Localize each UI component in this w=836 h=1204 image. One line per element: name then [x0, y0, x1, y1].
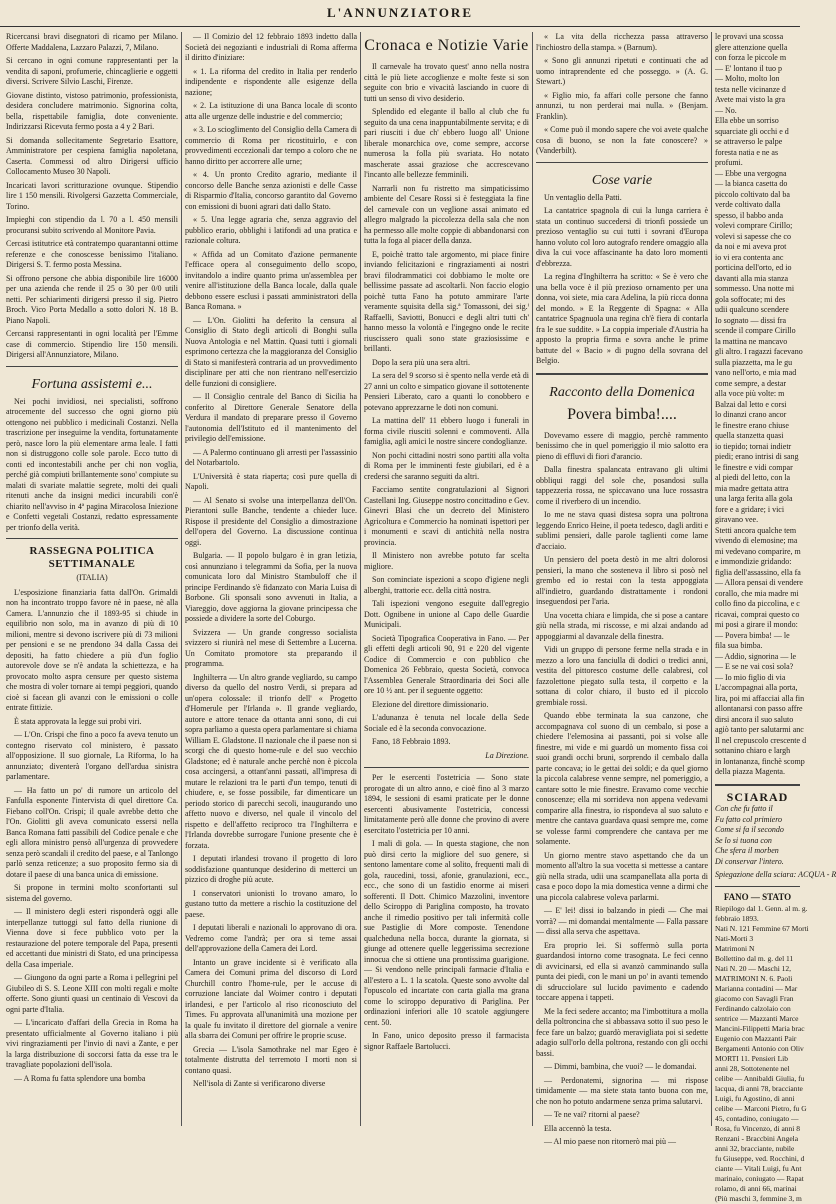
text-line: fila sua bimba.: [715, 641, 763, 650]
text-line: scende il compare Cirillo: [715, 326, 796, 335]
cronaca-paragraph: Splendido ed elegante il ballo al club che fu seguito da una cena inappuntabilmente servita; e di pari riusciti i due ch' ebbero luogo all' Unione liberale monarchica ove, come sempre, accorse numerosa la folla più svariata. Ho notato mascherate assai graziose che accrescevano l'incanto alle bellezze femminili.: [364, 107, 529, 179]
text-line: — Addio, signorina — le: [715, 651, 797, 661]
text-line: glere attenzione quella: [715, 42, 788, 52]
text-line: da noi e mi aveva prot: [715, 242, 787, 251]
text-line: Balzai dal letto e corsi: [715, 399, 787, 409]
story-paragraph: Dovevamo essere di maggio, perchè rammento benissimo che in quel pomeriggio il mio salotto era pieno di effluvi di fiori d'arancio.: [536, 430, 708, 461]
text-line: al piedi del letto, con la: [715, 473, 791, 482]
text-line: Stetti ancora qualche tem: [715, 525, 797, 535]
cronaca-paragraph: Dopo la sera più una sera altri.: [372, 357, 470, 367]
stato-civile-line: sentrice — Mazzanti Marce: [715, 1014, 799, 1023]
cronaca-paragraph: Facciamo sentite congratulazioni al Signori Castellani Ing. Giuseppe nostro concittadino e Gev. Ginevri Blasi che un decreto del Ministero Agricoltura e Commercio ha nominati ispettori per i monumenti e scavi di antichità nella nostra provincia.: [364, 485, 529, 547]
text-line: sulla piazzetta, ma le gu: [715, 357, 793, 367]
sciarada-line: Che sfera il morben: [715, 846, 779, 855]
direction-signature: La Direzione.: [485, 750, 529, 760]
sciarada-heading: SCIARAD: [726, 789, 789, 804]
stato-civile-line: Riepilogo dal 1. Genn. al m. g.: [715, 904, 808, 913]
rassegna-heading: RASSEGNA POLITICA SETTIMANALE: [29, 545, 155, 570]
stato-civile-line: anni 28, Sottotenente nel: [715, 1064, 790, 1073]
stato-civile-line: Bollettino dal m. g. del 11: [715, 954, 794, 963]
text-line: foresta natia e ne as: [715, 147, 779, 157]
sciarada-line: Con che fu fatto il: [715, 804, 773, 813]
classified-ad: Si cercano in ogni comune rappresentanti per la vendita di saponi, profumerie, chincaglierie e oggetti diversi. Scrivere Silvio Laschi, Firenze.: [6, 56, 178, 86]
text-line: con forza le piccole m: [715, 53, 787, 62]
column-rule: [360, 32, 361, 1126]
rassegna-paragraph: Si propone in termini molto sconfortanti sul sistema del governo.: [6, 883, 178, 903]
text-line: della piazza Magenta.: [715, 767, 785, 776]
cronaca-paragraph: Tali ispezioni vengono eseguite dall'egregio Dott. Ognibene in unione al Capo delle Guardie Municipali.: [364, 599, 529, 629]
text-line: verde coltivato dalla: [715, 200, 781, 209]
column-4: [536, 32, 708, 1146]
column-rule: [181, 32, 182, 1126]
column-3: [364, 32, 529, 1126]
article-paragraph: — L'On. Giolitti ha deferito la censura al Consiglio di Stato degli articoli di Bonghi sulla Nuova Antologia e nel Mattin. Quasi tutti i giornali esprimono certezza che la maggioranza del Consiglio di Stato si manifesterà contraria ad un provvedimento disciplinare per atti che non rientrano nell'esercizio delle funzioni di consigliere.: [185, 315, 357, 388]
article-paragraph: « 2. La istituzione di una Banca locale di sconto atta alle urgenze delle industrie e del commercio;: [185, 101, 357, 121]
stato-civile-list: [715, 904, 809, 1204]
section-divider: [364, 767, 529, 768]
story-paragraph: — Al mio paese non ritornerò mai più —: [544, 1137, 676, 1146]
sciarada-line: Di conservar l'intero.: [715, 856, 784, 866]
text-line: giravano vee.: [715, 515, 759, 524]
text-line: dirsi ancora il suo saluto: [715, 714, 794, 724]
text-line: lo dinanzi crano ancor: [715, 410, 787, 419]
column-5: [715, 32, 836, 1203]
rassegna-paragraph: — Il ministero degli esteri risponderà oggi alle interpellanze tuttoggi sul fatto della riunione di Vienna dove si fece pubblico voto per la restaurazione del potere temporale del Papa, presenti ed accettanti due ministri di Stato, ed una principessa della Casa imperiale.: [6, 907, 178, 969]
text-line: io tiepido; tornai indietr: [715, 441, 792, 451]
stato-civile-line: Ferdinando calzolaio con: [715, 1004, 791, 1013]
classified-ad: Giovane distinto, vistoso patrimonio, professionista, desidera concludere matrimonio. Signorina colta, bella, rispettabile famiglia, dote conveniente. Indirizzarsi Ricevuta fermo posta a 4 y 2 Bari.: [6, 90, 178, 131]
text-line: corallo, che mia madre mi: [715, 588, 799, 598]
text-line: mi vedevano comparire, m: [715, 546, 801, 556]
story-paragraph: Me la feci sedere accanto; ma l'imbottitura a molla della poltroncina che si abbassava sotto il suo peso le fece fare un balzo; guardò meravigliata poi si sedette adagio sull'orlo della poltrona, restando con gli occhi bassi.: [536, 1006, 708, 1058]
stato-civile-line: anni 32, bracciante, nubile: [715, 1144, 795, 1153]
text-line: e immondizie gridando:: [715, 557, 792, 566]
text-line: agiò tanto per salutarmi anc: [715, 725, 804, 734]
story-paragraph: Era proprio lei. Si soffermò sulla porta guardandosi intorno come trasognata. Le feci cenno di avvicinarsi, ed ella si avanzò camminando sulla punta dei piedi, con le mani un po' in avanti temendo di sdrucciolare sul lucido pavimento e cadendo toccare appena i tappeti.: [536, 940, 708, 1002]
section-divider: [6, 366, 178, 367]
article-paragraph: I conservatori unionisti lo trovano amaro, lo gustano tutto da mettere a rischio la costituzione del paese.: [185, 888, 357, 919]
story-paragraph: Quando ebbe terminata la sua canzone, che accompagnava col suono di un cembalo, si pose a chiedere l'elemosina ai passanti, poi si volse alle finestre, mi vide e mi guardò un momento fissa coi suoi grandi occhi bruni, sorprendo il cembalo dalla parte concava; io le gettai dei soldi; e da quel giorno la piccola calabrese venne sempre, nel pomeriggio, a cantare sotto le mie finestre. Eravamo come vecchie conoscenze; ella mi sorrideva non appena vedevami comparire alla finestra, io rispondeva al suo saluto e mentre che cantava guardava quasi sempre me, come se volesse farmi comprendere che cantava per me solamente.: [536, 711, 708, 846]
text-line: — No.: [715, 105, 737, 115]
cose-varie-heading: Cose varie: [591, 172, 653, 188]
text-line: gola soffocate; mi des: [715, 294, 786, 304]
text-line: io vi era contenta anc: [715, 252, 784, 262]
column-rule: [532, 32, 533, 1126]
article-paragraph: I deputati liberali e nazionali lo approvano di ora. Vedremo come l'andrà; per ora si teme assai dell'approvazione della Camera dei Lord.: [185, 923, 357, 953]
article-paragraph: — Al Senato si svolse una interpellanza dell'On. Pierantoni sulle Banche, tendente a chieder luce. Rispose il presidente del Consiglio a dimostrazione dell'opera del Governo. La discussione continua oggi.: [185, 495, 357, 547]
text-line: le finestre e vidi compar: [715, 462, 793, 472]
stato-civile-line: celibe — Annibaldi Giulia, fu: [715, 1074, 805, 1083]
cronaca-paragraph: La mattina dell' 11 ebbero luogo i funerali in forma civile riusciti solenni e commoventi. Alla famiglia, agli amici le nostre sincere condoglianze.: [364, 416, 529, 446]
quote: « Sono gli annunzi ripetuti e continuati che ad uomo intraprendente ed che posseggo. » (A. G. Stewart.): [536, 56, 708, 86]
sciarada-line: Come si fa il secondo: [715, 825, 784, 834]
text-line: squarciate gli occhi e d: [715, 126, 789, 136]
cronaca-paragraph: La sera del 9 scorso si è spento nella verde età di 27 anni un colto e simpatico giovane il sottotenente Pensieri Liberato, caro a quanti lo conobbero e potevano apprezzarne le doti non comuni.: [364, 371, 529, 412]
cronaca-paragraph: Elezione del direttore dimissionario.: [372, 699, 489, 709]
article-paragraph: Bulgaria. — Il popolo bulgaro è in gran letizia, così annunziano i telegrammi da Sofia, per la nuova comunicata loro dal Ministro Stambuloff che il principe Ferdinando s'è fidanzato con Maria Luisa di Borbone. Gli sponsali sono avvenuti in Italia, a Viareggio, dove aggiorna la giovane principessa che possiede a dividere la sorte del Coburgo.: [185, 551, 357, 623]
text-line: se attraverso le palpe: [715, 137, 783, 146]
stato-civile-line: fu Giuseppe, ved. Rocchini, d: [715, 1154, 805, 1163]
text-line: — Io mio figlio di via: [715, 672, 786, 682]
story-paragraph: — E' lei! dissi io balzando in piedi — Che mai vorrà? — mi domandai mentalmente — Falla passare — dissi alla serva che aspettava.: [536, 906, 708, 936]
stato-civile-line: Nati-Morti 3: [715, 934, 754, 943]
cronaca-paragraph: L'adunanza è tenuta nel locale della Sede Sociale ed è la seconda convocazione.: [364, 713, 529, 733]
story-paragraph: Vidi un gruppo di persone ferme nella strada e in mezzo a loro una fanciulla di dodici o tredici anni, vestita del pittoresco costume delle calabresi, col fazzolettone piegato sulla testa, il corpetto e la sottana di color chiaro, il busto ed il piccolo grembiale rossi.: [536, 645, 708, 707]
story-paragraph: Ella accennò la testa.: [544, 1123, 612, 1133]
column-rule: [711, 32, 712, 1126]
stato-civile-line: Eugenio con Mazzanti Pair: [715, 1034, 797, 1043]
article-paragraph: « 5. Una legge agraria che, senza aggravio del pubblico erario, obblighi i latifondi ad una pratica e razionale coltura.: [185, 215, 357, 245]
stato-civile-line: celibe — Marconi Pietro, fu G: [715, 1104, 807, 1113]
text-line: — E' lontano il tuo p: [715, 63, 782, 73]
stato-civile-line: febbraio 1893.: [715, 914, 759, 923]
article-paragraph: « 4. Un pronto Credito agrario, mediante il concorso delle Banche senza azionisti e delle Casse di Risparmio d'Italia, concorso garantito dal Governo con emissioni di buoni agrari dati dallo Stato.: [185, 170, 357, 211]
article-paragraph: — Il Comizio del 12 febbraio 1893 indetto dalla Società dei negozianti e industriali di Roma afferma il diritto d'iniziare:: [185, 32, 357, 62]
text-line: la mattina ne mancavo: [715, 336, 788, 346]
classified-ad: Ricercansi bravi disegnatori di ricamo per Milano. Offerte Maddalena, Lazzaro Palazzi, 7, Milano.: [6, 32, 178, 52]
text-line: — E se ne vai così sola?: [715, 662, 794, 671]
rassegna-paragraph: — Giungono da ogni parte a Roma i pellegrini pel Giubileo di S. S. Leone XIII con molti regali e molte offerte. Sono giunti quasi un centinaio di Vescovi da ogni parte d'Italia.: [6, 973, 178, 1014]
stato-civile-line: Renzani - Braccbini Angela: [715, 1134, 799, 1143]
story-paragraph: Un pensiero del poeta destò in me altri dolorosi pensieri, la mano che sosteneva il libro si posò nel grembo ed io restai con la testa appoggiata all'indietro, guardando distrattamente i rondoni inseguendosi per l'aria.: [536, 555, 708, 606]
article-paragraph: « Affida ad un Comitato d'azione permanente l'efficace opera al conseguimento dello scopo, invitandolo a indire quanto prima un'assemblea per venire all'istituzione della Banca locale, dalla quale debbono essere esclusi i passati amministratori della Banca Romana. »: [185, 249, 357, 311]
text-line: ricavai, comprai questo co: [715, 609, 800, 619]
column-2: [185, 32, 357, 1126]
cronaca-paragraph: E, poichè tratto tale argomento, mi piace finire inviando felicitazioni e ringraziamenti ai nostri bravi filodrammatici coi dobbiamo le molte ore bellissime passate ad ascoltarli. Non faccio elogio poichè tutta Fano ha potuto ammirare l'arte veramente squisita della sig.ª Tomassoni, dei sig.ⁱ Raffaelli, Saviotti, Bonucci e degli altri tutti ch' hanno messo la volontà e l'ingegno onde le recite riuscissero quali sono state graziosissime e brillanti.: [364, 249, 529, 353]
stato-civile-line: MATRIMONI N. 6. Paoli: [715, 974, 793, 983]
quote: « Come può il mondo sapere che voi avete qualche cosa di buono, se non la fate conoscere? » (Vanderbilt).: [536, 125, 708, 155]
quote: « La vita della ricchezza passa attraverso l'inchiostro della stampa. » (Barnum).: [536, 32, 708, 52]
fortuna-heading: Fortuna assistemi e...: [31, 376, 153, 392]
stato-civile-line: giacomo con Savagli Fran: [715, 994, 794, 1003]
cronaca-paragraph: Per le esercenti l'ostetricia — Sono state prorogate di un altro anno, e cioè fino al 3 marzo 1894, le sessioni di esami praticate per le donne esercenti abusivamente l'ostetricia, concessi limitatamente però alle donne che provino di avere esercitato l'ostetricia per 10 anni.: [364, 773, 529, 835]
sciarada-solution: Spiegazione della sciara: ACQUA - R: [715, 870, 836, 879]
article-paragraph: « 1. La riforma del credito in Italia per renderlo indipendente e rispondente alle esigenze della nazione;: [185, 66, 357, 97]
text-line: in lontananza, finchè scomp: [715, 756, 805, 766]
text-line: alla voce più volte: m: [715, 389, 785, 398]
article-paragraph: L'Università è stata riaperta; così pure quella di Napoli.: [185, 471, 357, 491]
sciarada-line: Fu fatto col primiero: [715, 814, 783, 824]
text-line: davanti alla mia stanza: [715, 273, 789, 283]
text-line: piccolo coltivato dal ba: [715, 189, 790, 199]
cronaca-paragraph: Il carnevale ha trovato quest' anno nella nostra città le più liete accoglienze e molte feste si son seguite con brio e vivacità lasciando in cuore di tutti un senso di vivo desiderio.: [364, 62, 529, 103]
stato-civile-line: MORTI 11. Pensieri Lib: [715, 1054, 789, 1063]
classified-ad: Si domanda sollecitamente Segretario Esattore, Amministratore per cespiena famiglia napoletana, Caserta. Commessi od altro Dirigersi ufficio Collocamento Museo 30 Napoli.: [6, 135, 178, 176]
article-paragraph: Inghilterra — Un altro grande vegliardo, su campo diverso da quello del nostro Verdi, si prepara ad un'opera colossale: il trionfo dell' « Progetto d'Homerule per l'Irlanda ». Il grande vegliardo, autore e attore tenace da ottanta anni sono, di cui sopra parliamo a questa opera parlamentare si chiama William E. Gladstone. Il nazionale che il paese non si scorgi che di questo home-rule e del suo vecchio Gladstone; ed è naturale anche perchè non è piccola cosa accingersi, a ottant'anni passati, all'impresa di mutare le relazioni tra le parti d'un tempo, tenuti di chiudere, e, se fosse possibile, far dimenticare un periodo storico di parecchi secoli, inaugurando uno affetto nuovo e diverso, nel quale il vincolo del rispetto e dell'affetto reciproco tra l'Inghilterra e l'Irlanda dovrebbe surrogare l'unione presente che è forzata.: [185, 672, 357, 850]
text-line: spesso, il babbo anda: [715, 210, 783, 220]
text-line: fore e a gridare; i vici: [715, 504, 785, 514]
article-paragraph: — Il Consiglio centrale del Banco di Sicilia ha conferito al Direttore Generale Senatore della Verdura il mandato di preparare presso il Governo l'autonomia dell'Istituto ed il mantenimento del privilegio dell'emissione.: [185, 392, 357, 443]
section-divider: [715, 886, 800, 887]
text-line: collo fino da piccolina, e c: [715, 599, 800, 608]
cronaca-paragraph: In Fano, unico deposito presso il farmacista signor Raffaele Bartolucci.: [364, 1031, 529, 1051]
text-line: lira, poi mi affacciai alla fin: [715, 693, 805, 703]
text-line: piedi; erano intrisi di sang: [715, 452, 799, 461]
rassegna-paragraph: L'esposizione finanziaria fatta dall'On. Grimaldi non ha incontrato troppo favore nè in paese, nè alla Camera. L'annunzio che il 1893-95 si chiude in equilibrio non solo, ma in avanzo di più di 10 milioni, mentre si devono iscrivere più di 73 milioni per pensioni e se ne prendono 34 dalla Cassa dei depositi, ha fatto chiedere a più d'un foglio autorevole dove se n'è andata la schiettezza, e ha provocato molto aspra censure per questo sistema che mostra di voler tornare ai tempi peggiori, quando cioè si facean gli avanzi con le emissioni o colle entrate fittizie.: [6, 587, 178, 712]
cronaca-paragraph: Son cominciate ispezioni a scopo d'igiene negli alberghi, trattorie ecc. della città nostra.: [364, 575, 529, 595]
cronaca-paragraph: Fano, 18 Febbraio 1893.: [372, 737, 451, 746]
cose-varie-paragraph: La cantatrice spagnola di cui la lunga carriera è stata un continuo succedersi di trionfi possiede un prezioso ventaglio su cui tutti i sovrani d'Europa hanno voluto col loro autografo rendere omaggio alla diva la cui voce affascinante ha dato loro momenti d'ebbrezza.: [536, 206, 708, 268]
text-line: una larga ferita alla gola: [715, 494, 793, 503]
sciarada-verses: [715, 804, 800, 867]
section-divider: [6, 538, 178, 539]
article-paragraph: Nell'isola di Zante si verificarono diverse: [193, 1079, 326, 1088]
classified-ads: [6, 32, 178, 361]
text-line: mia madre gettata attra: [715, 483, 789, 493]
story-paragraph: Un giorno mentre stavo aspettando che da un momento all'altro la sua vocetta si mettesse a cantare giù nella strada, udii una scampanellata alla porta di casa e poco dopo la mia domestica venne a dirmi che una piccola calabrese voleva parlarmi.: [536, 850, 708, 902]
section-divider: [536, 162, 708, 163]
cronaca-paragraph: Società Tipografica Cooperativa in Fano. — Per gli effetti degli articoli 90, 91 e 220 del vigente Codice di Commercio e con pubblico che Domenica 26 Febbraio, questa Società, convoca l'Assemblea Generale Straordinaria dei Soci alle ore 10 ½ ant. per il seguente oggetto:: [364, 633, 529, 695]
text-line: profumi.: [715, 158, 743, 167]
stato-civile-heading: FANO — STATO: [723, 891, 792, 902]
racconto-heading: Racconto della Domenica: [549, 384, 695, 400]
classified-ad: Cercasi istitutrice età contratempo quarantanni ottime referenze e che conoscesse benissimo l'italiano. Dirigersi S. T. fermo posta Messina.: [6, 239, 178, 269]
text-line: volevi comprare Cirillo;: [715, 221, 793, 230]
story-paragraph: Una vocetta chiara e limpida, che si pose a cantare giù nella strada, mi riscosse, e mi alzai andando ad appoggiarmi al davanzale della finestra.: [536, 610, 708, 641]
text-line: Ella ebbe un sorriso: [715, 116, 779, 125]
text-line: vano nell'orto, e mia mad: [715, 368, 797, 377]
fortuna-text: Nei pochi invidiosi, nei specialisti, soffrono atrocemente del successo che ogni giorno più ottengono nei pubblico i medicinali Costanzi. Nella trascrizione per inseguirne la vendita, fortunatamente però, nasce loro la più elementare arma leale. I fatti non si distruggono colle sole parole. Ecco tutto di conti ed incontestabili anche per chi non voglia, perché già compiuti brillantemente sono' compiute su malati di svariate malattie segrete, molti dei quali ritenuti anche da insigni medici incurabili con'è chiarito nell'avviso in 4ª pagina Miracolosa Iniezione e Confetti vegetali Costanzi, redatto espressamente per trionfo della verità.: [6, 396, 178, 532]
sciarada-line: Se lo si tuona con: [715, 835, 772, 845]
text-line: Io sognato — dissi fra: [715, 315, 787, 325]
rassegna-paragraph: — L'incaricato d'affari della Grecia in Roma ha presentato ufficialmente al Governo italiano i più vivi ringraziamenti per l'invio di navi a Zante, e per la larga distribuzione di soccorsi fatta da esse tra le travagliate popolazioni dell'isola.: [6, 1018, 178, 1069]
text-line: Avete mai visto la gra: [715, 95, 786, 104]
text-line: vivendo di elemosine; ma: [715, 536, 798, 545]
stato-civile-line: Luigi, fu Agostino, di anni: [715, 1094, 795, 1103]
article-paragraph: « 3. Lo scioglimento del Consiglio della Camera di commercio di Roma per ricostituirlo, e con provvedimenti eccezionali dar tempo a coloro che ne hanno diritto per accorrere alle urne;: [185, 125, 357, 166]
text-line: udii qualcuno scendere: [715, 305, 789, 314]
stato-civile-line: rolamo, di anni 66, marinai: [715, 1184, 797, 1193]
text-line: le provavi una scossa: [715, 32, 784, 41]
cronaca-heading: Cronaca e Notizie Varie: [364, 37, 529, 54]
article-paragraph: Intanto un grave incidente si è verificato alla Camera dei Comuni prima del discorso di Lord Churchill contro l'home-rule, per le accuse di corruzione lanciate dal Woimer contro i deputati irlandesi, e per l'articolo al riso riconosciuto del Times. Fu approvata all'unanimità una mozione per la quale fu invitato il direttore del giornale a venire alla sbarra dei Comuni per offrire le proprie scuse.: [185, 957, 357, 1040]
classified-ad: Cercansi rappresentanti in ogni località per l'Emme case di commercio. Stipendio lire 150 mensili. Dirigersi all'Annunziatore, Milano.: [6, 329, 178, 359]
classified-ad: Si offrono persone che abbia disponibile lire 16000 per una azienda che rende il 25 o 30 per 0/0 utili netti. Per schiarimenti dirigersi presso il sig. Pietro Broch. Vico Porta Medallo a sotto dolori N. 18 B. Piano Napoli.: [6, 273, 178, 325]
quote: « Figlio mio, fa affari colle persone che fanno annunzi, tu non perderai mai nulla. » (Benjam. Franklin).: [536, 90, 708, 121]
text-line: — Ebbe una vergogna: [715, 168, 787, 178]
stato-civile-line: Rosa, fu Vincenzo, di anni 8: [715, 1124, 801, 1133]
stato-civile-line: ciante — Vitali Luigi, fu Ant: [715, 1164, 802, 1173]
text-line: gli altro. I ragazzi facevano: [715, 347, 803, 356]
rassegna-paragraph: — A Roma fu fatta splendore una bomba: [14, 1073, 146, 1083]
classified-ad: Incaricati lavori scritturazione ovunque. Stipendio lire 1 150 mensili. Rivolgersi Gazzetta Commerciale, Torino.: [6, 180, 178, 211]
text-line: come sempre, a destar: [715, 378, 787, 388]
story-paragraph: Dalla finestra spalancata entravano gli ultimi obbliqui raggi del sole che, posandosi sulla tappezzeria rossa, ne spiccavano una luce rossastra come il riverbero di un incendio.: [536, 465, 708, 506]
text-line: figlia dell'assassino, ella fa: [715, 567, 801, 577]
cose-varie-paragraph: Un ventaglio della Patti.: [544, 192, 622, 202]
racconto-story-title: Povera bimba!....: [567, 405, 677, 423]
rassegna-subheading: (ITALIA): [76, 573, 108, 582]
cronaca-paragraph: Narrarli non fu ristretto ma simpaticissimo ambiente del Cesare Rossi si è festeggiata la fine del carnevale con un veglione assai animato ed allegro malgrado la piccolezza della sala che non ha permesso alle molte coppie di abbandonarsi con tutta la foga al piacer della danza.: [364, 183, 529, 245]
section-divider: [715, 784, 800, 786]
masthead-title: L'ANNUNZIATORE: [327, 5, 473, 20]
story-paragraph: — Te ne vai? ritorni al paese?: [544, 1110, 640, 1119]
cronaca-paragraph: I mali di gola. — In questa stagione, che non può dirsi certo la migliore del suo genere, si sentono lamentare come al solito, frequenti mali di gola, raucedini, tossi, afonie, granulazioni, ecc., ecc., che sono di un fastidio enorme ai miseri sofferenti. Il Dott. Chimico Mazzolini, inventore dello Sciroppo di Pariglina composto, ha trovato anche il rimedio positivo per tali infermità colle sue Pastiglie di More composte. Tenendone qualcheduna nella bocca, durante la giornata, si giunge ad ottenere quelle leggerissima secrezione innocua che si ottiene una prontissima guarigione. — Si vendono nelle principali farmacie d'Italia e all'estero a L. 1 la scatola. Queste sono avvolte dal l'opuscolo ed incartate con carta gialla ma grana come lo sciroppo depurativo di Pariglina. Per ordinazioni inferiori alle 10 scatole aggiungere cent. 50.: [364, 839, 529, 1027]
stato-civile-line: Marianna contadini — Mar: [715, 984, 798, 993]
rassegna-paragraph: — Ha fatto un po' di rumore un articolo del Fanfulla esponente l'intervista di quel direttore Ca. Fiebano coll'On. Crispi; il quale avrebbe detto che l'On. Giolitti gli aveva comunicato essersi nella Banca Romana fatti passibili del Codice penale e che egli allora ministro pensò all'urgenza di provvedere senza però scandali il credito del paese, e al Tanlongo parlò senza reticenze; a suo proposito fermo sia di dotare il paese di una banca unica di emissione.: [6, 785, 178, 879]
column-1: [6, 32, 178, 1126]
section-divider: [536, 373, 708, 375]
rassegna-paragraph: — L'On. Crispi che fino a poco fa aveva tenuto un contegno riservato col ministero, è passato all'opposizione. Il suo giornale, La Riforma, lo ha annunziato; diventerà l'organo dell'ardua sinistra parlamentare.: [6, 730, 178, 781]
text-line: L'accompagnai alla porta,: [715, 683, 798, 692]
text-line: — Allora pensai di vendere: [715, 578, 803, 587]
story-continuation: [715, 32, 807, 778]
stato-civile-line: lacqua, di anni 78, bracciante: [715, 1084, 803, 1093]
text-line: Il nel crepuscolo crescente d: [715, 735, 807, 745]
stato-civile-line: Nati N. 20 — Maschi 12,: [715, 964, 792, 973]
text-line: — la bianca casetta do: [715, 179, 788, 188]
text-line: testa nelle vicinanze d: [715, 84, 786, 94]
classified-ad: Impieghi con stipendio da l. 70 a l. 450 mensili procuransi subito scrivendo al Monitore Pavia.: [6, 215, 178, 235]
text-line: sottanino chiaro e largh: [715, 746, 791, 755]
text-line: quella stanzetta quasi: [715, 431, 784, 440]
article-paragraph: — A Palermo continuano gli arresti per l'assassinio del Notarbartolo.: [185, 447, 357, 467]
stato-civile-line: marinaio, coniugato — Rapat: [715, 1174, 804, 1183]
stato-civile-line: Matrimoni N: [715, 944, 755, 953]
text-line: — Molto, molto lon: [715, 74, 780, 83]
text-line: porticina dell'orto, ed io: [715, 263, 792, 272]
text-line: le finestre erano chiuse: [715, 420, 789, 430]
article-paragraph: Grecia — L'isola Samothrake nel mar Egeo è totalmente distrutta del terremoto I morti non si contano quasi.: [185, 1044, 357, 1075]
text-line: volevi si sapesse che co: [715, 231, 791, 241]
text-line: mi posi a girare il mondo:: [715, 620, 798, 629]
newspaper-masthead: [0, 0, 800, 27]
cronaca-paragraph: Il Ministero non avrebbe potuto far scelta migliore.: [364, 551, 529, 571]
cronaca-paragraph: Non pochi cittadini nostri sono partiti alla volta di Roma per le imminenti feste giubilari, ed è a credersi che saranno seguiti da altri.: [364, 450, 529, 481]
stato-civile-line: Bergamenti Antonio con Oliv: [715, 1044, 804, 1053]
story-paragraph: — Perdonatemi, signorina — mi rispose timidamente — ma siete stata tanto buona con me, che non ho potuto andarmene senza prima salutarvi.: [536, 1075, 708, 1106]
text-line: — Povera bimba! — le: [715, 630, 790, 640]
cose-varie-paragraph: La regina d'Inghilterra ha scritto: « Se è vero che una bella voce è il più prezioso ornamento per una donna, voi siete, mia cara Adelina, la più ricca donna del mondo. » E la Reggente di Spagna: « Alla cantatrice Spagnuola una regina ch'è fiera di contarla fra le sue suddite. » La coppia imperiale d'Austria ha apposto la propria firma e sovra anche le prime battute del « Bacio » di pugno della sovrana del Belgio.: [536, 272, 708, 365]
story-paragraph: — Dimmi, bambina, che vuoi? — le domandai.: [544, 1062, 697, 1071]
rassegna-paragraph: È stata approvata la legge sui probi viri.: [14, 716, 142, 726]
stato-civile-line: Nati N. 121 Femmine 67 Morti: [715, 924, 809, 933]
article-paragraph: Svizzera — Un grande congresso socialista svizzero si riunirà nel mese di Settembre a Lucerna. Un Comitato promotore sta preparando il programma.: [185, 627, 357, 668]
story-paragraph: Io me ne stava quasi distesa sopra una poltrona leggendo Enrico Heine, il poeta tedesco, dagli arditi e sublimi pensieri, dalle parole taglienti come lame d'acciaio.: [536, 510, 708, 551]
article-paragraph: I deputati irlandesi trovano il progetto di loro soddisfazione quantunque desiderino di metterci un pizzico di droghe più acute.: [185, 854, 357, 884]
stato-civile-line: 45, contadino, coniugato —: [715, 1114, 799, 1123]
stato-civile-line: Mancini-Filippetti Maria brac: [715, 1024, 805, 1033]
stato-civile-line: (Più maschi 3, femmine 3, m: [715, 1194, 802, 1203]
text-line: allontanarsi con passo affre: [715, 704, 803, 713]
text-line: sommesso. Una notte mi: [715, 284, 795, 293]
